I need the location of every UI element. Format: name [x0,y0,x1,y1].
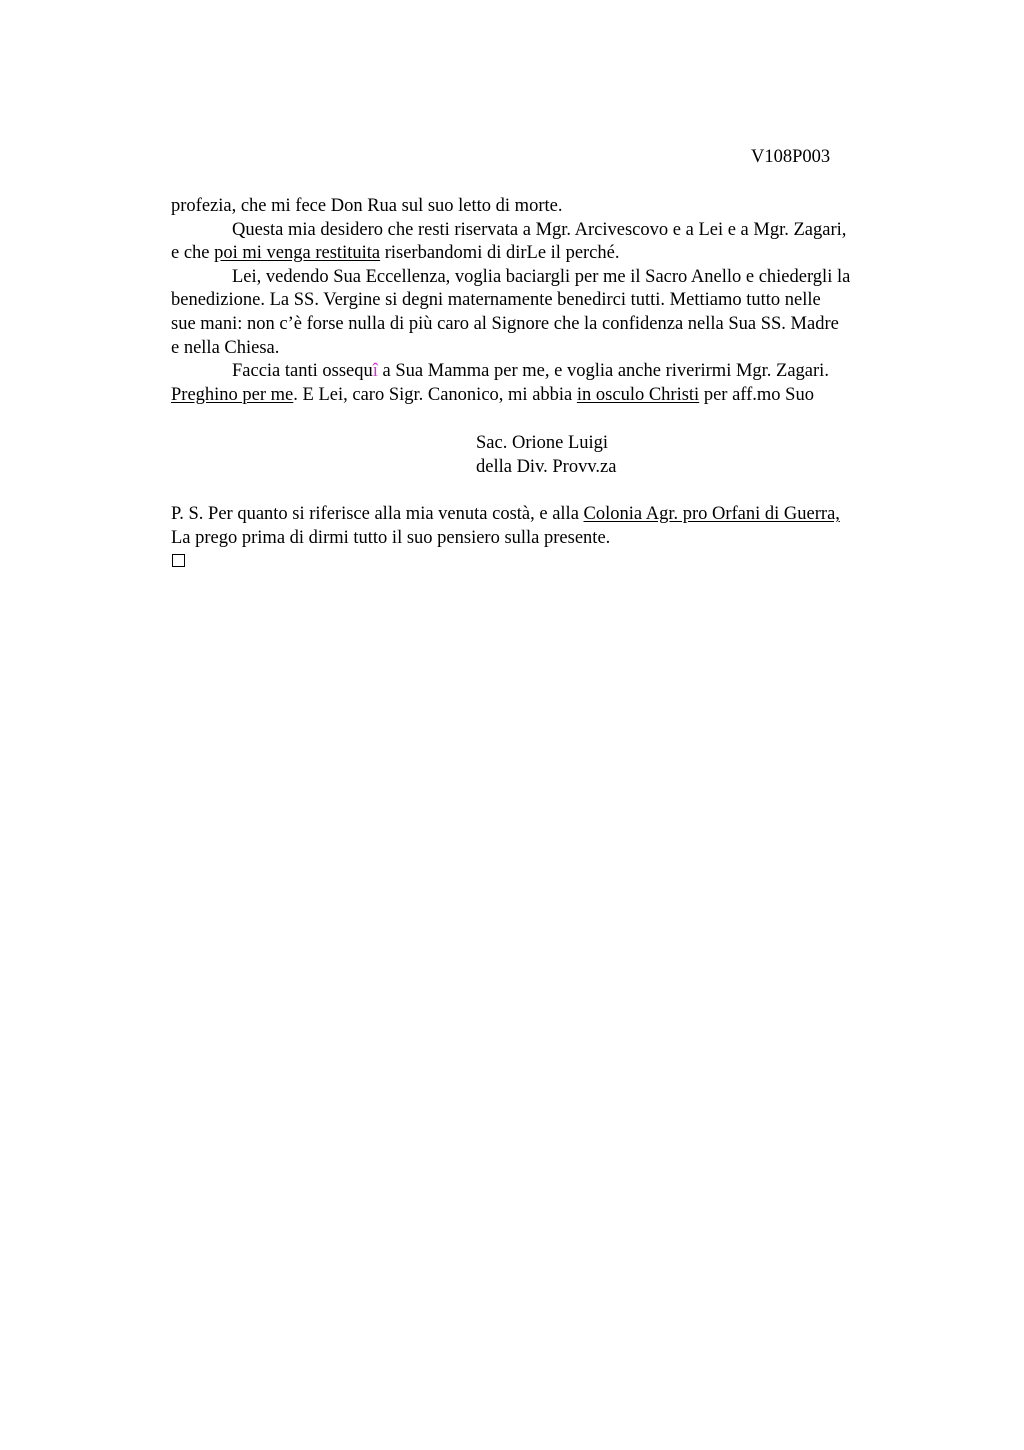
body-line: sue mani: non c’è forse nulla di più caro al Signore che la confidenza nella Sua SS. Madre [171,313,839,334]
highlighted-character: î [372,361,378,382]
body-line [171,360,931,384]
text-run: e che [171,243,215,264]
body-line [171,384,931,408]
body-line: Questa mia desidero che resti riservata a Mgr. Arcivescovo e a Lei e a Mgr. Zagari, [232,219,847,240]
signature-block [476,432,616,479]
postscript [171,503,840,550]
underlined-text: poi mi venga restituita [214,243,381,264]
body-line [171,242,931,266]
postscript-line: La prego prima di dirmi tutto il suo pensiero sulla presente. [171,527,611,548]
body-line: profezia, che mi fece Don Rua sul suo letto di morte. [171,196,563,216]
postscript-line [171,503,840,527]
text-run: a Sua Mamma per me, e voglia anche riverirmi Mgr. Zagari. [377,361,829,382]
underlined-text: Colonia Agr. pro Orfani di Guerra, [583,504,840,524]
body-line: benedizione. La SS. Vergine si degni maternamente benedirci tutti. Mettiamo tutto nelle [171,290,821,311]
signature-affiliation: della Div. Provv.za [476,456,617,477]
underlined-text: in osculo Christi [576,384,700,405]
text-run: Faccia tanti ossequ [232,361,373,382]
text-run: riserbandomi di dirLe il perché. [380,243,620,264]
document-reference-code: V108P003 [751,147,831,167]
underlined-text: Preghino per me [171,384,294,405]
text-run: per aff.mo Suo [699,384,814,405]
empty-box-marker [172,554,185,567]
body-line: Lei, vedendo Sua Eccellenza, voglia baciargli per me il Sacro Anello e chiedergli la [232,266,851,287]
body-line: e nella Chiesa. [171,337,280,358]
letter-body [171,195,931,407]
text-run: P. S. Per quanto si riferisce alla mia venuta costà, e alla [171,504,584,524]
signature-name: Sac. Orione Luigi [476,433,609,453]
text-run: . E Lei, caro Sigr. Canonico, mi abbia [293,384,577,405]
